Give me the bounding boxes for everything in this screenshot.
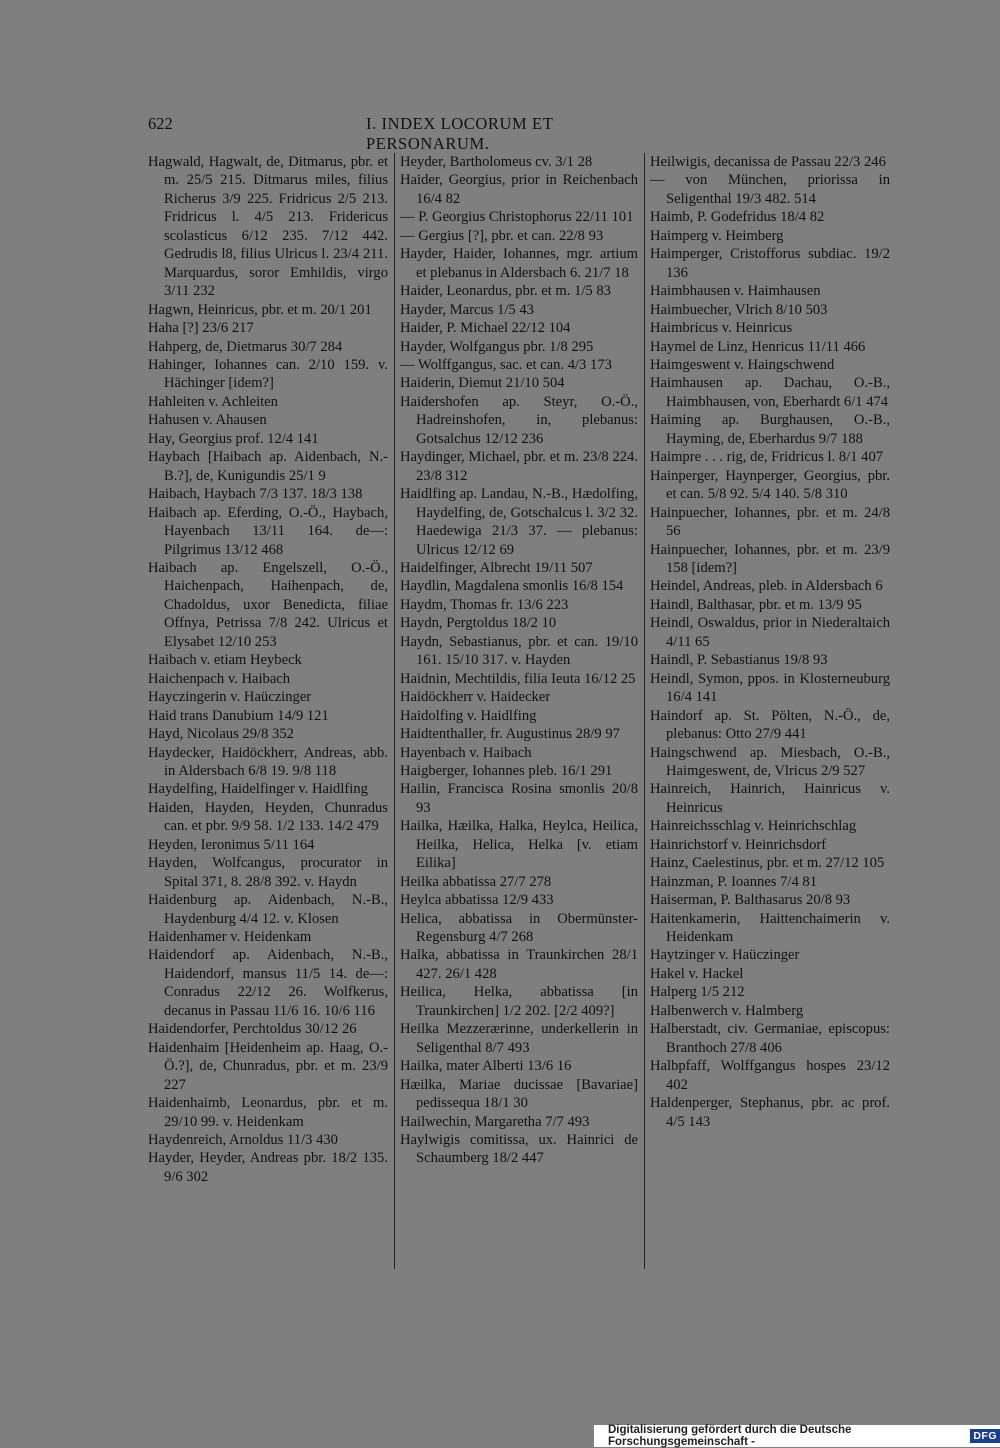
index-column-1 <box>148 153 388 1186</box>
index-entry: — Gergius [?], pbr. et can. 22/8 93 <box>400 227 604 244</box>
index-entry: Halbenwerch v. Halmberg <box>650 1002 804 1019</box>
index-entry: Haindorf ap. St. Pölten, N.-Ö., de, plebanus: Otto 27/9 441 <box>650 707 890 743</box>
index-entry: Hayenbach v. Haibach <box>400 744 532 761</box>
index-entry: Hæilka, Mariae ducissae [Bavariae] pedissequa 18/1 30 <box>400 1076 638 1112</box>
index-entry: Haidenburg ap. Aidenbach, N.-B., Haydenburg 4/4 12. v. Klosen <box>148 892 388 927</box>
index-column-2 <box>400 153 638 1168</box>
index-entry: Haha [?] 23/6 217 <box>148 320 254 337</box>
index-entry: Heylca abbatissa 12/9 433 <box>400 892 554 909</box>
index-entry: Hayden, Wolfcangus, procurator in Spital 371, 8. 28/8 392. v. Haydn <box>148 855 388 890</box>
running-title: I. INDEX LOCORUM ET PERSONARUM. <box>366 114 554 153</box>
index-entry: Haimperger, Cristofforus subdiac. 19/2 136 <box>650 246 890 281</box>
index-entry: Hainreich, Hainrich, Hainricus v. Heinricus <box>650 781 890 816</box>
index-entry: Haidenhamer v. Heidenkam <box>148 929 312 946</box>
index-entry: Heindl, Oswaldus, prior in Niederaltaich 4/11 65 <box>650 615 890 650</box>
index-entry: Hainperger, Haynperger, Georgius, pbr. et can. 5/8 92. 5/4 140. 5/8 310 <box>650 467 890 503</box>
index-entry: Haimbhausen v. Haimhausen <box>650 283 821 300</box>
index-entry: Haydn, Pergtoldus 18/2 10 <box>400 615 557 632</box>
index-entry: Hayder, Heyder, Andreas pbr. 18/2 135. 9/6 302 <box>148 1150 388 1185</box>
index-entry: Haydenreich, Arnoldus 11/3 430 <box>148 1132 338 1149</box>
index-entry: Haider, P. Michael 22/12 104 <box>400 320 571 337</box>
index-entry: Haindl, Balthasar, pbr. et m. 13/9 95 <box>650 596 862 613</box>
index-entry: Hainz, Caelestinus, pbr. et m. 27/12 105 <box>650 855 885 872</box>
index-entry: Haimb, P. Godefridus 18/4 82 <box>650 209 825 226</box>
column-divider <box>394 153 395 1269</box>
index-entry: Haytzinger v. Haüczinger <box>650 947 800 964</box>
index-entry: Haimperg v. Heimberg <box>650 227 784 244</box>
index-entry: Heyder, Bartholomeus cv. 3/1 28 <box>400 154 593 170</box>
index-entry: Haimgeswent v. Haingschwend <box>650 356 835 373</box>
index-entry: Helica, abbatissa in Obermünster-Regensburg 4/7 268 <box>400 910 638 946</box>
index-entry: Haitenkamerin, Haittenchaimerin v. Heidenkam <box>650 910 890 946</box>
index-entry: Haidolfing v. Haidlfing <box>400 707 537 724</box>
page-header <box>148 114 668 153</box>
index-entry: — von München, priorissa in Seligenthal 19/3 482. 514 <box>650 172 890 207</box>
index-entry: Haydlin, Magdalena smonlis 16/8 154 <box>400 578 624 595</box>
index-entry: Haibach, Haybach 7/3 137. 18/3 138 <box>148 486 363 503</box>
index-entry: Heilica, Helka, abbatissa [in Traunkirchen] 1/2 202. [2/2 409?] <box>400 984 638 1019</box>
index-entry: Haiming ap. Burghausen, O.-B., Hayming, de, Eberhardus 9/7 188 <box>650 412 890 447</box>
index-entry: Haiderin, Diemut 21/10 504 <box>400 375 565 392</box>
index-entry: Halbpfaff, Wolffgangus hospes 23/12 402 <box>650 1058 890 1093</box>
column-divider <box>644 153 645 1269</box>
index-entry: Hay, Georgius prof. 12/4 141 <box>148 430 319 447</box>
index-entry: Haydm, Thomas fr. 13/6 223 <box>400 596 569 613</box>
index-entry: Haider, Georgius, prior in Reichenbach 16/4 82 <box>400 172 638 207</box>
index-entry: Heindl, Symon, ppos. in Klosterneuburg 16/4 141 <box>650 670 890 706</box>
index-entry: Haider, Leonardus, pbr. et m. 1/5 83 <box>400 283 611 300</box>
index-entry: Hayd, Nicolaus 29/8 352 <box>148 726 294 743</box>
index-entry: Haydelfing, Haidelfinger v. Haidlfing <box>148 781 368 798</box>
index-entry: Heyden, Ieronimus 5/11 164 <box>148 836 315 853</box>
index-entry: Hainpuecher, Iohannes, pbr. et m. 24/8 56 <box>650 504 890 540</box>
index-entry: Haylwigis comitissa, ux. Hainrici de Schaumberg 18/2 447 <box>400 1132 638 1167</box>
index-entry: Hailin, Francisca Rosina smonlis 20/8 93 <box>400 781 638 816</box>
index-entry: Haidelfinger, Albrecht 19/11 507 <box>400 559 593 576</box>
index-entry: Hagwald, Hagwalt, de, Ditmarus, pbr. et m. 25/5 215. Ditmarus miles, filius Richerus 3/9 225. Fridricus 2/5 213. Fridricus l. 4/5 213. Fridericus scolasticus 6/12 235. 7/12 442. Gedrudis l8, filius Ulricus l. 23/4 211. Marquardus, soror Emhildis, virgo 3/11 232 <box>148 154 388 300</box>
index-entry: Haidöckherr v. Haidecker <box>400 689 551 706</box>
index-entry: Hahusen v. Ahausen <box>148 412 267 429</box>
index-entry: Heilwigis, decanissa de Passau 22/3 246 <box>650 154 886 170</box>
index-entry: Haid trans Danubium 14/9 121 <box>148 707 329 724</box>
index-entry: Haldenperger, Stephanus, pbr. ac prof. 4/5 143 <box>650 1095 890 1130</box>
index-entry: Haingschwend ap. Miesbach, O.-B., Haimgeswent, de, Vlricus 2/9 527 <box>650 744 890 779</box>
index-entry: Haidenhaim [Heidenheim ap. Haag, O.-Ö.?], de, Chunradus, pbr. et m. 23/9 227 <box>148 1039 388 1093</box>
index-entry: Haydn, Sebastianus, pbr. et can. 19/10 161. 15/10 317. v. Hayden <box>400 633 638 669</box>
digitization-footer <box>594 1425 1000 1447</box>
index-entry: Haiden, Hayden, Heyden, Chunradus can. et pbr. 9/9 58. 1/2 133. 14/2 479 <box>148 799 388 835</box>
index-entry: Haydinger, Michael, pbr. et m. 23/8 224. 23/8 312 <box>400 449 638 484</box>
index-entry: Heilka Mezzerærinne, underkellerin in Seligenthal 8/7 493 <box>400 1021 638 1056</box>
index-entry: — P. Georgius Christophorus 22/11 101 <box>400 209 634 226</box>
index-entry: Hainpuecher, Iohannes, pbr. et m. 23/9 158 [idem?] <box>650 541 890 576</box>
index-entry: Hainrichstorf v. Heinrichsdorf <box>650 836 827 853</box>
index-entry: Haidendorf ap. Aidenbach, N.-B., Haidendorf, mansus 11/5 14. de—: Conradus 22/12 26. Wolfkerus, decanus in Passau 11/6 16. 10/6 116 <box>148 947 388 1019</box>
index-entry: Haimbricus v. Heinricus <box>650 320 793 337</box>
index-entry: Haidnin, Mechtildis, filia Ieuta 16/12 25 <box>400 670 636 687</box>
index-entry: Heindel, Andreas, pleb. in Aldersbach 6 <box>650 578 883 595</box>
index-entry: Hayder, Wolfgangus pbr. 1/8 295 <box>400 338 594 355</box>
index-entry: Hahperg, de, Dietmarus 30/7 284 <box>148 338 343 355</box>
index-entry: Haymel de Linz, Henricus 11/11 466 <box>650 338 866 355</box>
index-entry: Hainreichsschlag v. Heinrichschlag <box>650 818 857 835</box>
index-entry: Hahleiten v. Achleiten <box>148 393 278 410</box>
index-entry: Haiserman, P. Balthasarus 20/8 93 <box>650 892 851 909</box>
index-entry: Hailka, mater Alberti 13/6 16 <box>400 1058 572 1075</box>
index-entry: Hayder, Haider, Iohannes, mgr. artium et plebanus in Aldersbach 6. 21/7 18 <box>400 246 638 281</box>
index-entry: Hainzman, P. Ioannes 7/4 81 <box>650 873 817 890</box>
index-entry: Haydecker, Haidöckherr, Andreas, abb. in Aldersbach 6/8 19. 9/8 118 <box>148 744 388 779</box>
index-entry: Haibach ap. Eferding, O.-Ö., Haybach, Hayenbach 13/11 164. de—: Pilgrimus 13/12 468 <box>148 504 388 558</box>
index-entry: Hayczingerin v. Haüczinger <box>148 689 312 706</box>
index-entry: Haimbuecher, Vlrich 8/10 503 <box>650 301 828 318</box>
index-entry: Haichenpach v. Haibach <box>148 670 291 687</box>
index-entry: Haidlfing ap. Landau, N.-B., Hædolfing, Haydelfing, de, Gotschalcus l. 3/2 32. Haedewiga 21/3 37. — plebanus: Ulricus 12/12 69 <box>400 486 638 558</box>
index-entry: Halperg 1/5 212 <box>650 984 745 1001</box>
index-entry: Haybach [Haibach ap. Aidenbach, N.-B.?], de, Kunigundis 25/1 9 <box>148 449 388 484</box>
index-entry: Hakel v. Hackel <box>650 965 744 982</box>
index-entry: Haibach ap. Engelszell, O.-Ö., Haichenpach, Haihenpach, de, Chadoldus, uxor Benedicta, filiae Offnya, Petrissa 7/8 242. Ulricus et Elysabet 12/10 253 <box>148 559 388 650</box>
index-entry: Hayder, Marcus 1/5 43 <box>400 301 534 318</box>
index-entry: Haimhausen ap. Dachau, O.-B., Haimbhausen, von, Eberhardt 6/1 474 <box>650 375 890 410</box>
index-entry: Haidenhaimb, Leonardus, pbr. et m. 29/10 99. v. Heidenkam <box>148 1095 388 1130</box>
index-entry: Hailka, Hæilka, Halka, Heylca, Heilica, Heilka, Helica, Helka [v. etiam Eilika] <box>400 818 638 872</box>
index-entry: Halberstadt, civ. Germaniae, episcopus: Branthoch 27/8 406 <box>650 1021 890 1056</box>
index-entry: Haibach v. etiam Heybeck <box>148 652 302 669</box>
index-entry: Haindl, P. Sebastianus 19/8 93 <box>650 652 828 669</box>
index-entry: Haidtenthaller, fr. Augustinus 28/9 97 <box>400 726 620 743</box>
index-column-3 <box>650 153 890 1131</box>
index-entry: Hagwn, Heinricus, pbr. et m. 20/1 201 <box>148 301 372 318</box>
index-entry: Haimpre . . . rig, de, Fridricus l. 8/1 407 <box>650 449 884 466</box>
index-entry: — Wolffgangus, sac. et can. 4/3 173 <box>400 356 612 373</box>
index-entry: Hahinger, Iohannes can. 2/10 159. v. Hächinger [idem?] <box>148 356 388 392</box>
dfg-logo: DFG <box>970 1429 1000 1443</box>
index-entry: Haigberger, Iohannes pleb. 16/1 291 <box>400 762 613 779</box>
index-entry: Halka, abbatissa in Traunkirchen 28/1 427. 26/1 428 <box>400 947 638 982</box>
index-entry: Hailwechin, Margaretha 7/7 493 <box>400 1113 590 1130</box>
page-number: 622 <box>148 114 173 133</box>
index-entry: Haidendorfer, Perchtoldus 30/12 26 <box>148 1021 357 1038</box>
index-entry: Heilka abbatissa 27/7 278 <box>400 873 552 890</box>
footer-text: Digitalisierung gefördert durch die Deutsche Forschungsgemeinschaft - <box>608 1424 852 1448</box>
index-entry: Haidershofen ap. Steyr, O.-Ö., Hadreinshofen, in, plebanus: Gotsalchus 12/12 236 <box>400 393 638 447</box>
